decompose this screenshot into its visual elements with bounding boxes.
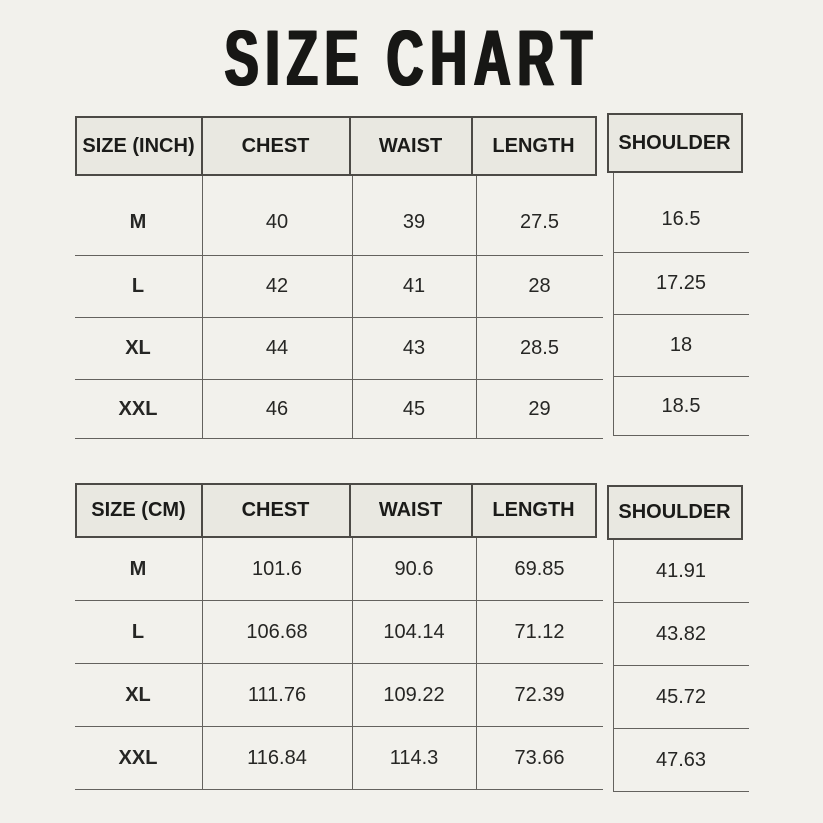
cm-header-row [75,483,749,538]
size-table-inch [75,116,749,439]
cell-waist: 39 [353,176,477,256]
cell-waist: 104.14 [353,601,477,664]
title-area [0,0,823,116]
cell-waist: 114.3 [353,727,477,790]
cell-length: 73.66 [477,727,603,790]
cell-waist: 90.6 [353,538,477,601]
cell-length: 72.39 [477,664,603,727]
cm-row-l [75,601,749,664]
cm-row-xxl [75,727,749,790]
inch-row-l [75,256,749,318]
cell-waist: 45 [353,380,477,439]
cell-shoulder: 18 [613,315,749,377]
inch-header-chest: CHEST [201,116,351,176]
cell-size: XXL [75,727,203,790]
cell-length: 28 [477,256,603,318]
cell-shoulder: 41.91 [613,540,749,603]
cell-chest: 42 [203,256,353,318]
cell-chest: 101.6 [203,538,353,601]
cell-length: 28.5 [477,318,603,380]
size-table-cm [75,483,749,790]
inch-row-m [75,176,749,256]
cell-size: L [75,601,203,664]
cm-header-length: LENGTH [471,483,597,538]
cell-chest: 106.68 [203,601,353,664]
cm-header-size: SIZE (CM) [75,483,203,538]
inch-header-row [75,116,749,176]
cm-header-shoulder: SHOULDER [607,485,743,540]
cell-shoulder: 16.5 [613,173,749,253]
cell-waist: 109.22 [353,664,477,727]
cm-row-xl [75,664,749,727]
cell-size: XL [75,664,203,727]
cell-size: M [75,538,203,601]
cell-length: 71.12 [477,601,603,664]
cell-size: L [75,256,203,318]
cell-length: 27.5 [477,176,603,256]
cell-shoulder: 17.25 [613,253,749,315]
cell-length: 29 [477,380,603,439]
cell-shoulder: 43.82 [613,603,749,666]
inch-header-size: SIZE (INCH) [75,116,203,176]
table-separator [0,439,823,483]
inch-header-waist: WAIST [349,116,473,176]
cell-shoulder: 47.63 [613,729,749,792]
cell-chest: 44 [203,318,353,380]
size-chart-title: SIZE CHART [224,14,599,102]
inch-header-shoulder: SHOULDER [607,113,743,173]
cell-length: 69.85 [477,538,603,601]
cell-size: XL [75,318,203,380]
cell-chest: 111.76 [203,664,353,727]
cell-waist: 43 [353,318,477,380]
cell-chest: 116.84 [203,727,353,790]
cm-row-m [75,538,749,601]
inch-header-length: LENGTH [471,116,597,176]
cell-size: XXL [75,380,203,439]
cm-header-waist: WAIST [349,483,473,538]
cm-header-chest: CHEST [201,483,351,538]
inch-row-xxl [75,380,749,439]
cell-shoulder: 45.72 [613,666,749,729]
cell-waist: 41 [353,256,477,318]
cell-shoulder: 18.5 [613,377,749,436]
cell-chest: 40 [203,176,353,256]
cell-size: M [75,176,203,256]
cell-chest: 46 [203,380,353,439]
inch-row-xl [75,318,749,380]
